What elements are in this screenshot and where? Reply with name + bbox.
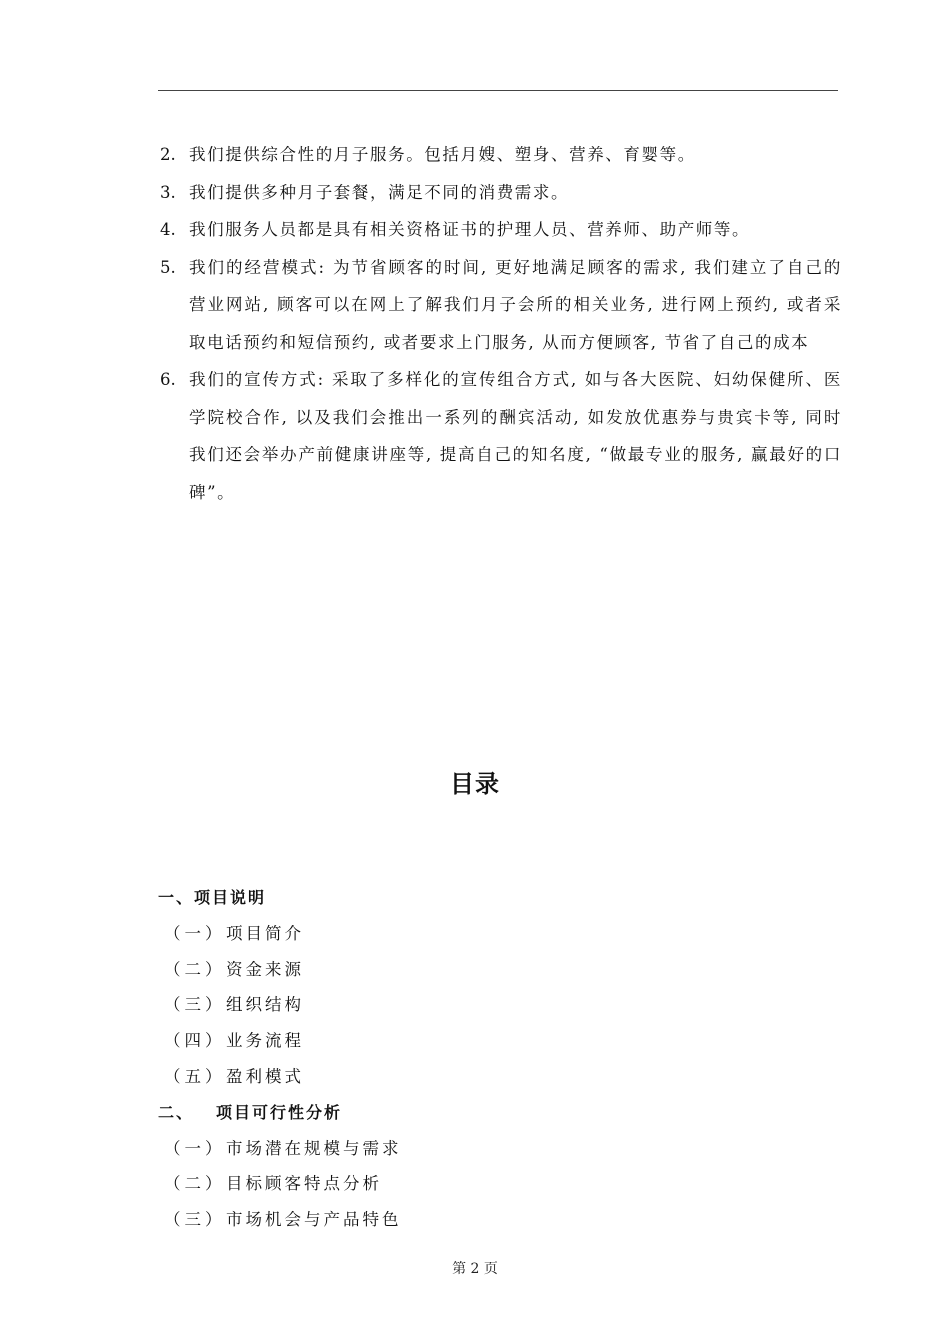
toc-entry[interactable]: [158, 916, 758, 952]
list-item-number: 5.: [160, 257, 176, 277]
header-rule: [158, 90, 838, 91]
list-item-text: 我们服务人员都是具有相关资格证书的护理人员、营养师、助产师等。: [189, 220, 751, 239]
toc-entry-number: （二）: [164, 959, 226, 979]
list-item: [158, 249, 842, 362]
toc-entry-title: 项目简介: [226, 923, 304, 943]
toc-entry[interactable]: [158, 952, 758, 988]
toc-entry[interactable]: [158, 1059, 758, 1095]
toc-entry[interactable]: [158, 1131, 758, 1167]
table-of-contents: [158, 880, 758, 1238]
list-item-text: 我们提供综合性的月子服务。包括月嫂、塑身、营养、育婴等。: [189, 145, 696, 164]
toc-entry-number: （三）: [164, 1210, 226, 1230]
toc-entry-title: 市场机会与产品特色: [226, 1210, 402, 1230]
toc-entry-title: 资金来源: [226, 959, 304, 979]
toc-entry-number: （三）: [164, 995, 226, 1015]
toc-title: 目录: [450, 770, 500, 798]
toc-entry-number: （一）: [164, 923, 226, 943]
toc-entry-title: 盈利模式: [226, 1066, 304, 1086]
list-item: [158, 174, 842, 212]
toc-section-number: 二、: [158, 1102, 195, 1122]
toc-entry-number: （二）: [164, 1174, 226, 1194]
toc-entry-title: 市场潜在规模与需求: [226, 1138, 402, 1158]
feature-list: [158, 136, 842, 511]
toc-section-title: 项目说明: [194, 888, 267, 907]
toc-section[interactable]: [158, 880, 758, 916]
toc-entry-title: 业务流程: [226, 1031, 304, 1051]
toc-section[interactable]: [158, 1095, 758, 1131]
toc-section-number: 一、: [158, 888, 195, 907]
list-item-text: 我们的宣传方式: 采取了多样化的宣传组合方式, 如与各大医院、妇幼保健所、医学院校合作, 以及我们会推出一系列的酬宾活动, 如发放优惠券与贵宾卡等, 同时我们还会举办产前健康讲座等, 提高自己的知名度, “做最专业的服务, 赢最好的口碑”。: [189, 370, 842, 502]
list-item-number: 4.: [160, 220, 176, 239]
toc-entry-number: （五）: [164, 1066, 226, 1086]
toc-entry-title: 目标顾客特点分析: [226, 1174, 382, 1194]
list-item: [158, 136, 842, 174]
list-item-number: 6.: [160, 370, 176, 389]
toc-entry-title: 组织结构: [226, 995, 304, 1015]
list-item-number: 2.: [160, 145, 176, 164]
list-item-number: 3.: [160, 182, 176, 202]
list-item-text: 我们的经营模式: 为节省顾客的时间, 更好地满足顾客的需求, 我们建立了自己的营业网站, 顾客可以在网上了解我们月子会所的相关业务, 进行网上预约, 或者采取电话预约和短信预约, 或者要求上门服务, 从而方便顾客, 节省了自己的成本: [189, 257, 842, 352]
page-number: 第 2 页: [452, 1261, 498, 1277]
list-item-text: 我们提供多种月子套餐，满足不同的消费需求。: [189, 182, 570, 202]
toc-entry[interactable]: [158, 1023, 758, 1059]
toc-entry[interactable]: [158, 1166, 758, 1202]
toc-section-title: 项目可行性分析: [216, 1102, 343, 1122]
list-item: [158, 211, 842, 249]
toc-entry-number: （一）: [164, 1138, 226, 1158]
toc-entry-number: （四）: [164, 1031, 226, 1051]
list-item: [158, 361, 842, 511]
toc-entry[interactable]: [158, 1202, 758, 1238]
toc-entry[interactable]: [158, 987, 758, 1023]
